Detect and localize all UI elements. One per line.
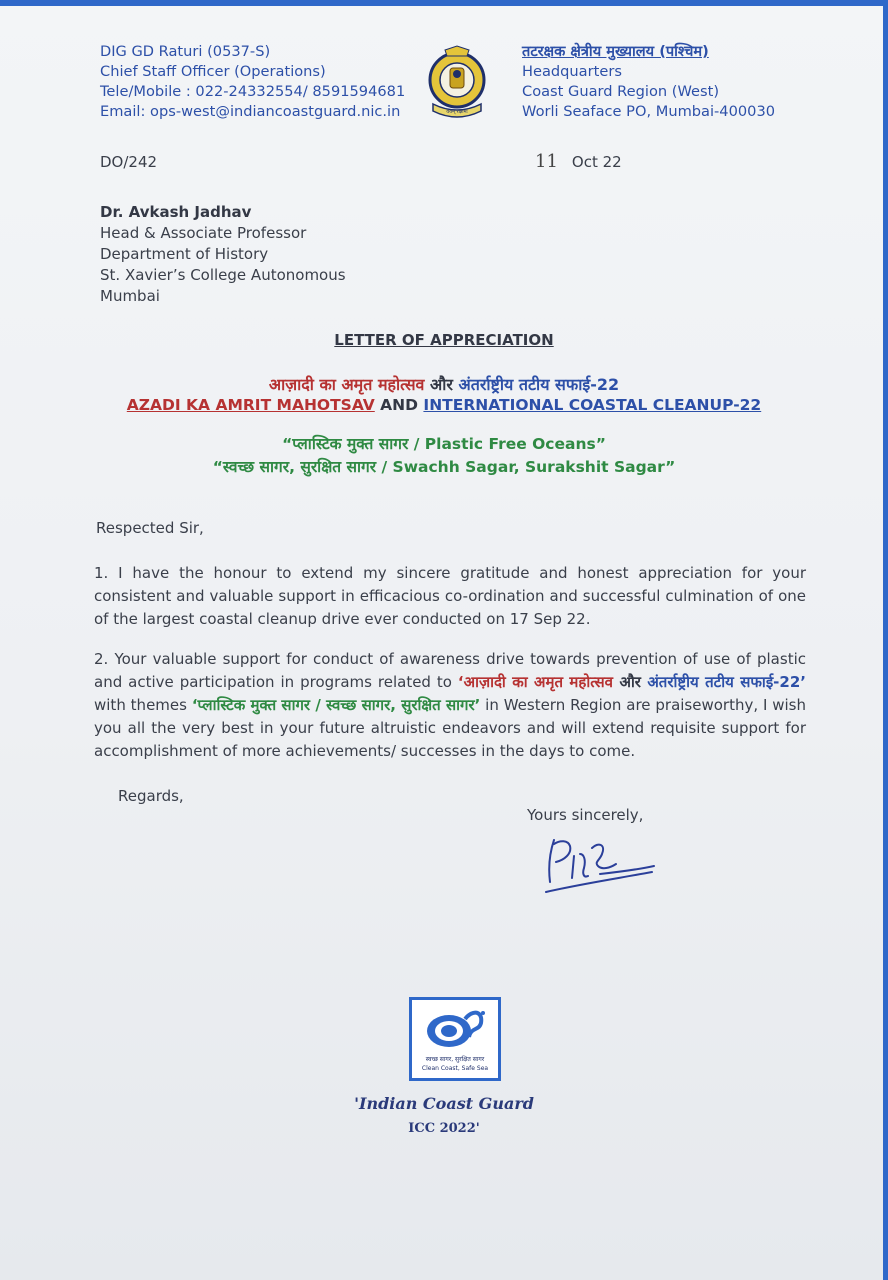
english-heading-part1: AZADI KA AMRIT MAHOTSAV xyxy=(126,396,375,414)
addressee-department: Department of History xyxy=(100,245,269,263)
para2-b: ‘आज़ादी का अमृत महोत्सव xyxy=(457,673,614,691)
right-border xyxy=(883,0,888,1280)
paragraph-1: 1. I have the honour to extend my sincere gratitude and honest appreciation for your consistent and valuable support in efficacious co-ordination and successful culmination of one of the largest coastal cleanup drive ever conducted on 17 Sep 22. xyxy=(94,564,806,628)
addressee-designation: Head & Associate Professor xyxy=(100,224,307,242)
crest-motto: वयम् रक्षामः xyxy=(446,109,468,115)
hindi-heading xyxy=(0,373,888,395)
sender-email: Email: ops-west@indiancoastguard.nic.in xyxy=(100,103,401,120)
para2-c: और xyxy=(613,673,648,691)
date-day: 11 xyxy=(535,151,558,172)
addressee-city: Mumbai xyxy=(100,287,160,305)
regards: Regards, xyxy=(118,787,184,805)
theme-line-2: “स्वच्छ सागर, सुरक्षित सागर / Swachh Sagar, Surakshit Sagar” xyxy=(212,458,676,476)
sender-block xyxy=(100,42,405,122)
english-heading-part3: INTERNATIONAL COASTAL CLEANUP-22 xyxy=(423,396,762,414)
sender-designation: Chief Staff Officer (Operations) xyxy=(100,63,326,80)
addressee-college: St. Xavier’s College Autonomous xyxy=(100,266,346,284)
letter-date xyxy=(535,151,622,172)
letter-title: LETTER OF APPRECIATION xyxy=(334,331,554,349)
paragraph-2 xyxy=(94,648,806,763)
addressee-name: Dr. Avkash Jadhav xyxy=(100,203,252,221)
english-heading-part2: AND xyxy=(374,396,424,414)
office-block xyxy=(522,42,775,122)
footer-event: ICC 2022' xyxy=(408,1121,480,1136)
para2-a: 2. Your valuable support for conduct of awareness drive towards prevention of use of plastic and active participation in programs related to xyxy=(94,650,806,691)
logo-text-english: Clean Coast, Safe Sea xyxy=(421,1065,489,1072)
hindi-heading-part1: आज़ादी का अमृत महोत्सव xyxy=(268,375,425,394)
sender-name: DIG GD Raturi (0537-S) xyxy=(100,43,271,60)
sender-phone: Tele/Mobile : 022-24332554/ 8591594681 xyxy=(100,83,406,100)
office-hindi-name: तटरक्षक क्षेत्रीय मुख्यालय (पश्चिम) xyxy=(522,43,709,60)
coast-guard-crest-icon xyxy=(423,44,491,124)
office-address: Worli Seaface PO, Mumbai-400030 xyxy=(522,103,776,120)
addressee-block xyxy=(100,202,346,307)
top-border xyxy=(0,0,888,6)
hindi-heading-part3: अंतर्राष्ट्रीय तटीय सफाई-22 xyxy=(458,375,620,394)
reference-number: DO/242 xyxy=(100,153,158,171)
english-heading xyxy=(0,396,888,414)
clean-coast-safe-sea-logo-icon xyxy=(409,997,501,1081)
para2-g: in Western Region are praiseworthy, I wish you all the very best in your future altruistic endeavors and will extend requisite support for accomplishment of more achievements/ successes in the days to come. xyxy=(94,696,807,760)
para2-d: अंतर्राष्ट्रीय तटीय सफाई-22’ xyxy=(647,673,806,691)
office-line: Headquarters xyxy=(522,63,622,80)
office-region: Coast Guard Region (West) xyxy=(522,83,720,100)
salutation: Respected Sir, xyxy=(96,519,204,537)
footer-organisation: 'Indian Coast Guard xyxy=(354,1094,534,1113)
para2-f: ‘प्लास्टिक मुक्त सागर / स्वच्छ सागर, सुरक्षित सागर’ xyxy=(191,696,481,714)
hindi-heading-part2: और xyxy=(424,375,459,394)
date-month-year: Oct 22 xyxy=(571,153,622,171)
para2-e: with themes xyxy=(94,696,192,714)
theme-line-1: “प्लास्टिक मुक्त सागर / Plastic Free Oceans” xyxy=(282,435,606,453)
logo-text-hindi: स्वच्छ सागर, सुरक्षित सागर xyxy=(425,1056,485,1063)
closing: Yours sincerely, xyxy=(527,806,644,824)
signature-icon xyxy=(540,826,660,898)
